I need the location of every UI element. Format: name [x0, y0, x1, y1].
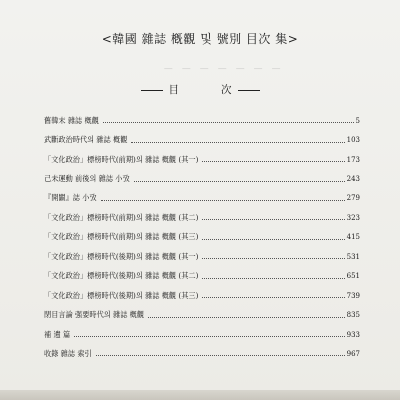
toc-heading-right: 次 — [221, 84, 232, 96]
toc-entry-page: 323 — [346, 213, 360, 222]
toc-entry-title: 己未運動 前後의 雜誌 小攷 — [44, 174, 130, 184]
toc-entry-page: 739 — [346, 291, 360, 300]
toc-entry-page: 279 — [346, 194, 360, 203]
toc-entry — [44, 208, 360, 227]
bleed-through-text: ─ ─ ─ ─ ─ ─ ─ — [161, 62, 280, 77]
toc-heading — [0, 82, 400, 97]
dot-leader — [131, 142, 344, 143]
heading-rule-right — [238, 90, 260, 91]
dot-leader — [202, 239, 344, 240]
toc-entry-title: 『開闢』誌 小攷 — [44, 193, 97, 203]
dot-leader — [101, 200, 345, 201]
toc-entry — [44, 267, 360, 286]
dot-leader — [134, 181, 345, 182]
toc-entry-page: 835 — [346, 311, 360, 320]
toc-entry — [44, 247, 360, 266]
toc-entry-title: 閉目言論 强要時代의 雜誌 槪觀 — [44, 310, 145, 320]
dot-leader — [74, 336, 344, 337]
toc-entry-page: 967 — [346, 349, 360, 358]
toc-list — [44, 111, 360, 364]
toc-entry — [44, 286, 360, 305]
toc-entry-title: 補 遺 篇 — [44, 329, 71, 339]
toc-entry — [44, 344, 360, 363]
toc-entry-title: 「文化政治」標榜時代(前期)의 雜誌 槪觀 (其一) — [44, 154, 199, 164]
toc-entry-title: 收錄 雜誌 索引 — [44, 348, 92, 358]
toc-entry-page: 173 — [346, 155, 360, 164]
toc-entry — [44, 228, 360, 247]
dot-leader — [202, 219, 344, 220]
toc-entry — [44, 169, 360, 188]
dot-leader — [202, 297, 344, 298]
toc-entry-title: 「文化政治」標榜時代(前期)의 雜誌 槪觀 (其二) — [44, 212, 199, 222]
toc-entry — [44, 189, 360, 208]
heading-rule-left — [141, 90, 163, 91]
toc-entry-title: 「文化政治」標榜時代(後期)의 雜誌 槪觀 (其二) — [44, 271, 199, 281]
toc-entry-page: 415 — [346, 233, 360, 242]
toc-entry-page: 531 — [346, 252, 360, 261]
dot-leader — [202, 278, 344, 279]
toc-entry-title: 舊韓末 雜誌 槪觀 — [44, 115, 99, 125]
toc-entry-page: 243 — [346, 175, 360, 184]
dot-leader — [202, 258, 344, 259]
toc-entry-title: 「文化政治」標榜時代(後期)의 雜誌 槪觀 (其三) — [44, 290, 199, 300]
dot-leader — [96, 355, 345, 356]
book-title: <韓國 雜誌 槪觀 및 號別 目次 集> — [101, 32, 299, 46]
dot-leader — [103, 122, 354, 123]
toc-entry — [44, 130, 360, 149]
toc-entry — [44, 111, 360, 130]
toc-entry — [44, 305, 360, 324]
toc-entry — [44, 325, 360, 344]
toc-entry-title: 「文化政治」標榜時代(前期)의 雜誌 槪觀 (其三) — [44, 232, 199, 242]
toc-heading-left: 目 — [168, 84, 179, 96]
toc-entry-page: 5 — [355, 116, 360, 125]
dot-leader — [202, 161, 344, 162]
dot-leader — [148, 317, 345, 318]
page-bottom-edge — [0, 390, 400, 400]
toc-entry-page: 933 — [346, 330, 360, 339]
toc-entry-page: 103 — [346, 136, 360, 145]
toc-entry — [44, 150, 360, 169]
toc-entry-page: 651 — [346, 272, 360, 281]
toc-entry-title: 武斷政治時代의 雜誌 槪觀 — [44, 135, 128, 145]
toc-entry-title: 「文化政治」標榜時代(後期)의 雜誌 槪觀 (其一) — [44, 251, 199, 261]
